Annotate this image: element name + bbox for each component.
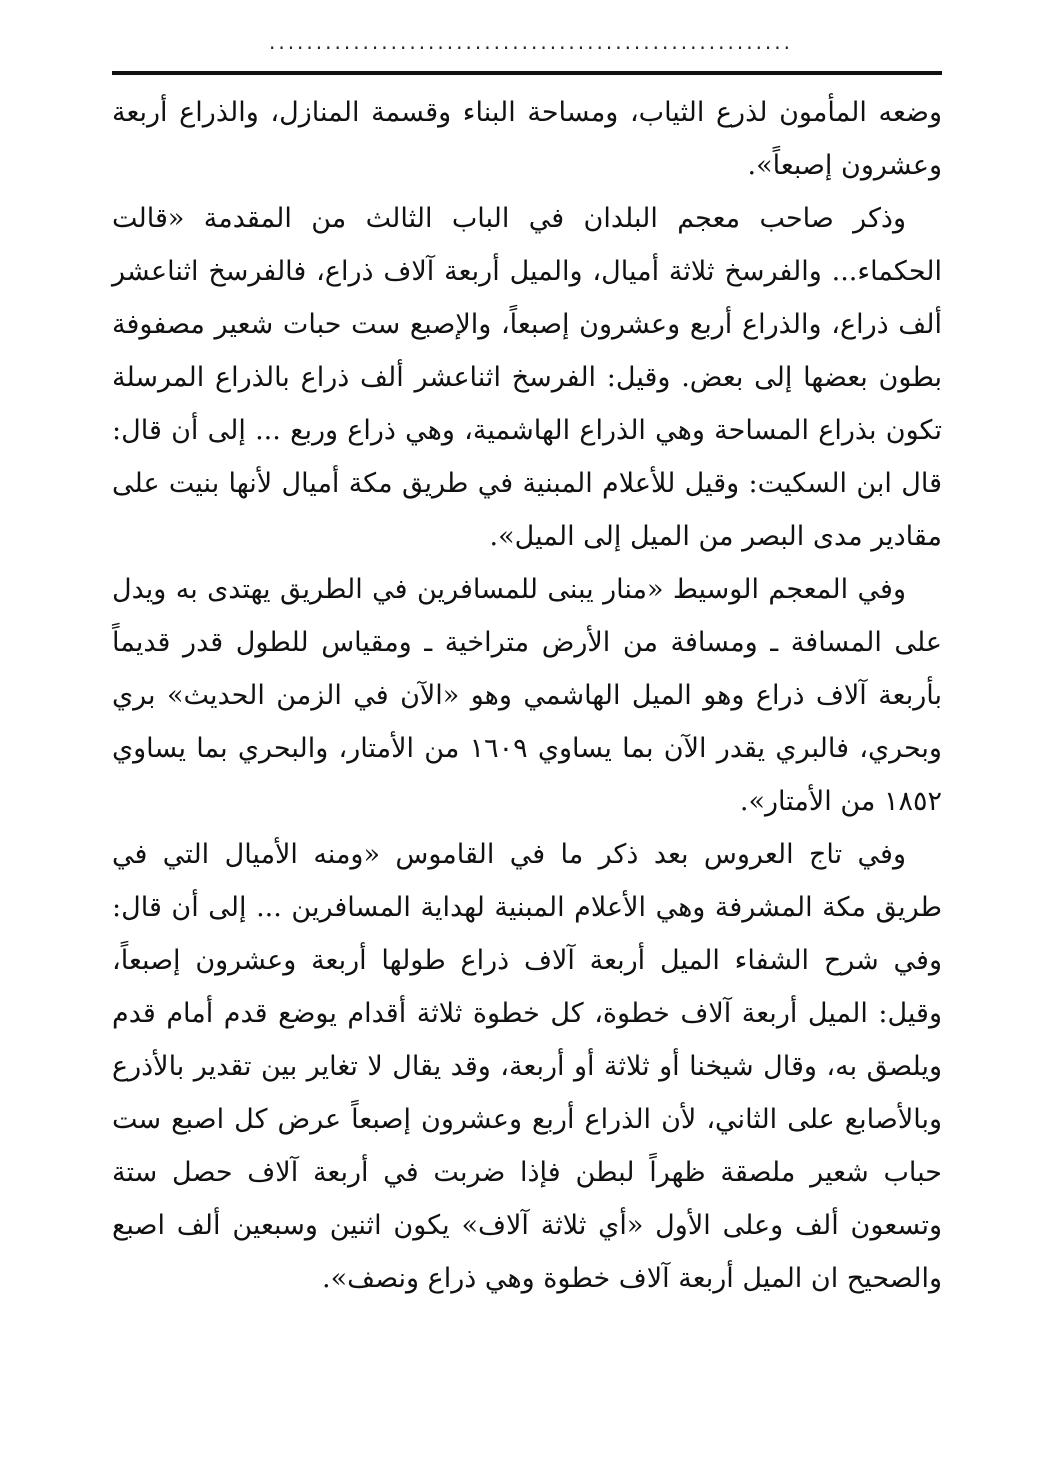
paragraph-2: وذكر صاحب معجم البلدان في الباب الثالث من المقدمة «قالت الحكماء... والفرسخ ثلاثة أميال، والميل أربعة آلاف ذراع، فالفرسخ اثناعشر ألف ذراع، والذراع أربع وعشرون إصبعاً، والإصبع ست حبات شعير مصفوفة بطون بعضها إلى بعض. وقيل: الفرسخ اثناعشر ألف ذراع بالذراع المرسلة تكون بذراع المساحة وهي الذراع الهاشمية، وهي ذراع وربع ... إلى أن قال: قال ابن السكيت: وقيل للأعلام المبنية في طريق مكة أميال لأنها بنيت على مقادير مدى البصر من الميل إلى الميل». [112,203,942,552]
paragraph-3: وفي المعجم الوسيط «منار يبنى للمسافرين في الطريق يهتدى به ويدل على المسافة ـ ومسافة من الأرض متراخية ـ ومقياس للطول قدر قديماً بأربعة آلاف ذراع وهو الميل الهاشمي وهو «الآن في الزمن الحديث» بري وبحري، فالبري يقدر الآن بما يساوي ١٦٠٩ من الأمتار، والبحري بما يساوي ١٨٥٢ من الأمتار». [112,574,942,817]
paragraph-1: وضعه المأمون لذرع الثياب، ومساحة البناء وقسمة المنازل، والذراع أربعة وعشرون إصبعاً». [112,97,942,181]
header-rule [112,71,942,75]
body-text [112,86,942,1305]
paragraph-4: وفي تاج العروس بعد ذكر ما في القاموس «ومنه الأميال التي في طريق مكة المشرفة وهي الأعلام المبنية لهداية المسافرين ... إلى أن قال: وفي شرح الشفاء الميل أربعة آلاف ذراع طولها أربعة وعشرون إصبعاً، وقيل: الميل أربعة آلاف خطوة، كل خطوة ثلاثة أقدام يوضع قدم أمام قدم ويلصق به، وقال شيخنا أو ثلاثة أو أربعة، وقد يقال لا تغاير بين تقدير بالأذرع وبالأصابع على الثاني، لأن الذراع أربع وعشرون إصبعاً عرض كل اصبع ست حباب شعير ملصقة ظهراً لبطن فإذا ضربت في أربعة آلاف حصل ستة وتسعون ألف وعلى الأول «أي ثلاثة آلاف» يكون اثنين وسبعين ألف اصبع والصحيح ان الميل أربعة آلاف خطوة وهي ذراع ونصف». [112,839,942,1294]
header-dotted-line: ........................................................ [268,30,793,54]
